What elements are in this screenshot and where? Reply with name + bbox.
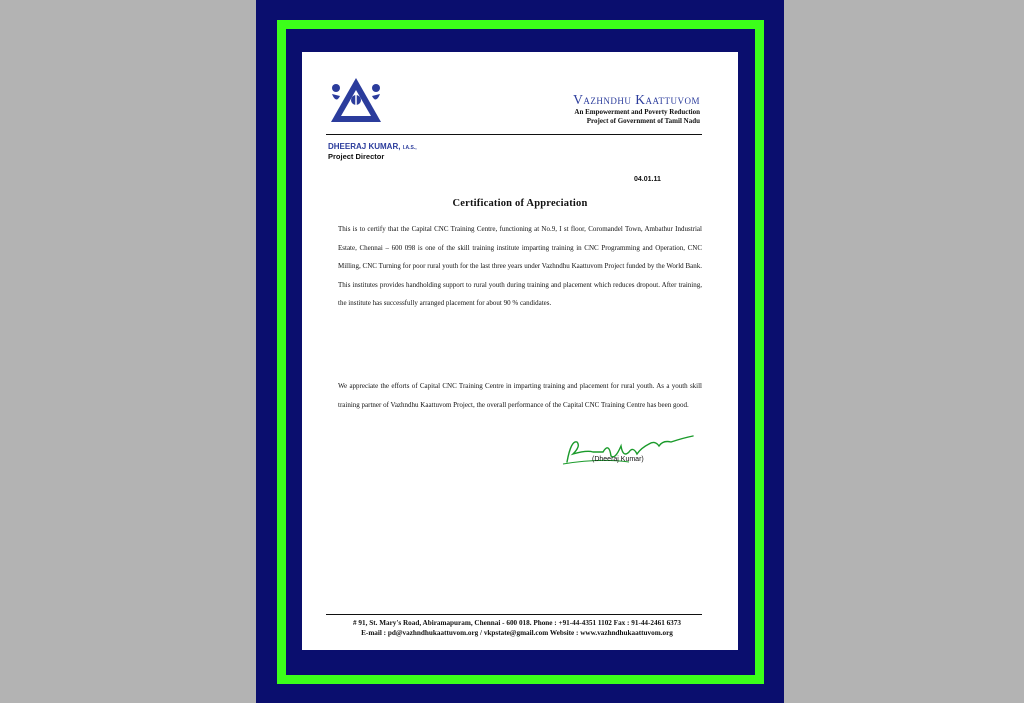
organization-name: Vazhndhu Kaattuvom: [573, 92, 700, 107]
organization-header: [573, 92, 700, 125]
letter-date: 04.01.11: [634, 176, 661, 183]
organization-tagline-2: Project of Government of Tamil Nadu: [586, 116, 700, 125]
footer-line-1: # 91, St. Mary's Road, Abiramapuram, Chennai - 600 018. Phone : +91-44-4351 1102 Fax : 91-44-2461 6373: [353, 619, 681, 627]
organization-logo-icon: [326, 72, 386, 130]
organization-tagline: An Empowerment and Poverty Reduction: [574, 108, 700, 116]
body-paragraph-1: This is to certify that the Capital CNC Training Centre, functioning at No.9, I st floor, Coromandel Town, Ambathur Industrial Estate, Chennai – 600 098 is one of the skill training institute imparting training in CNC Programming and Operation, CNC Milling, CNC Turning for poor rural youth for the last three years under Vazhndhu Kaattuvom Project funded by the World Bank. This institutes provides handholding support to rural youth during training and placement which reduces dropout. After training, the institute has successfully arranged placement for about 90 % candidates.: [338, 225, 702, 308]
signatory-name: (Dheeraj Kumar): [592, 456, 644, 463]
director-name: [328, 142, 417, 151]
body-paragraph-2: We appreciate the efforts of Capital CNC Training Centre in imparting training and placement for rural youth. As a youth skill training partner of Vazhndhu Kaattuvom Project, the overall performance of the Capital CNC Training Centre has been good.: [338, 382, 702, 409]
footer-line-2: E-mail : pd@vazhndhukaattuvom.org / vkpstate@gmail.com Website : www.vazhndhukaattuvom.org: [361, 629, 673, 637]
director-name-text: DHEERAJ KUMAR,: [328, 142, 401, 151]
director-suffix: I.A.S.,: [402, 145, 417, 151]
header-divider: [326, 134, 702, 135]
certificate-page: [302, 52, 738, 650]
footer-address: [326, 618, 708, 638]
footer-divider: [326, 614, 702, 615]
director-title: Project Director: [328, 152, 385, 161]
certificate-title: Certification of Appreciation: [452, 198, 588, 209]
signature-icon: [559, 432, 699, 472]
